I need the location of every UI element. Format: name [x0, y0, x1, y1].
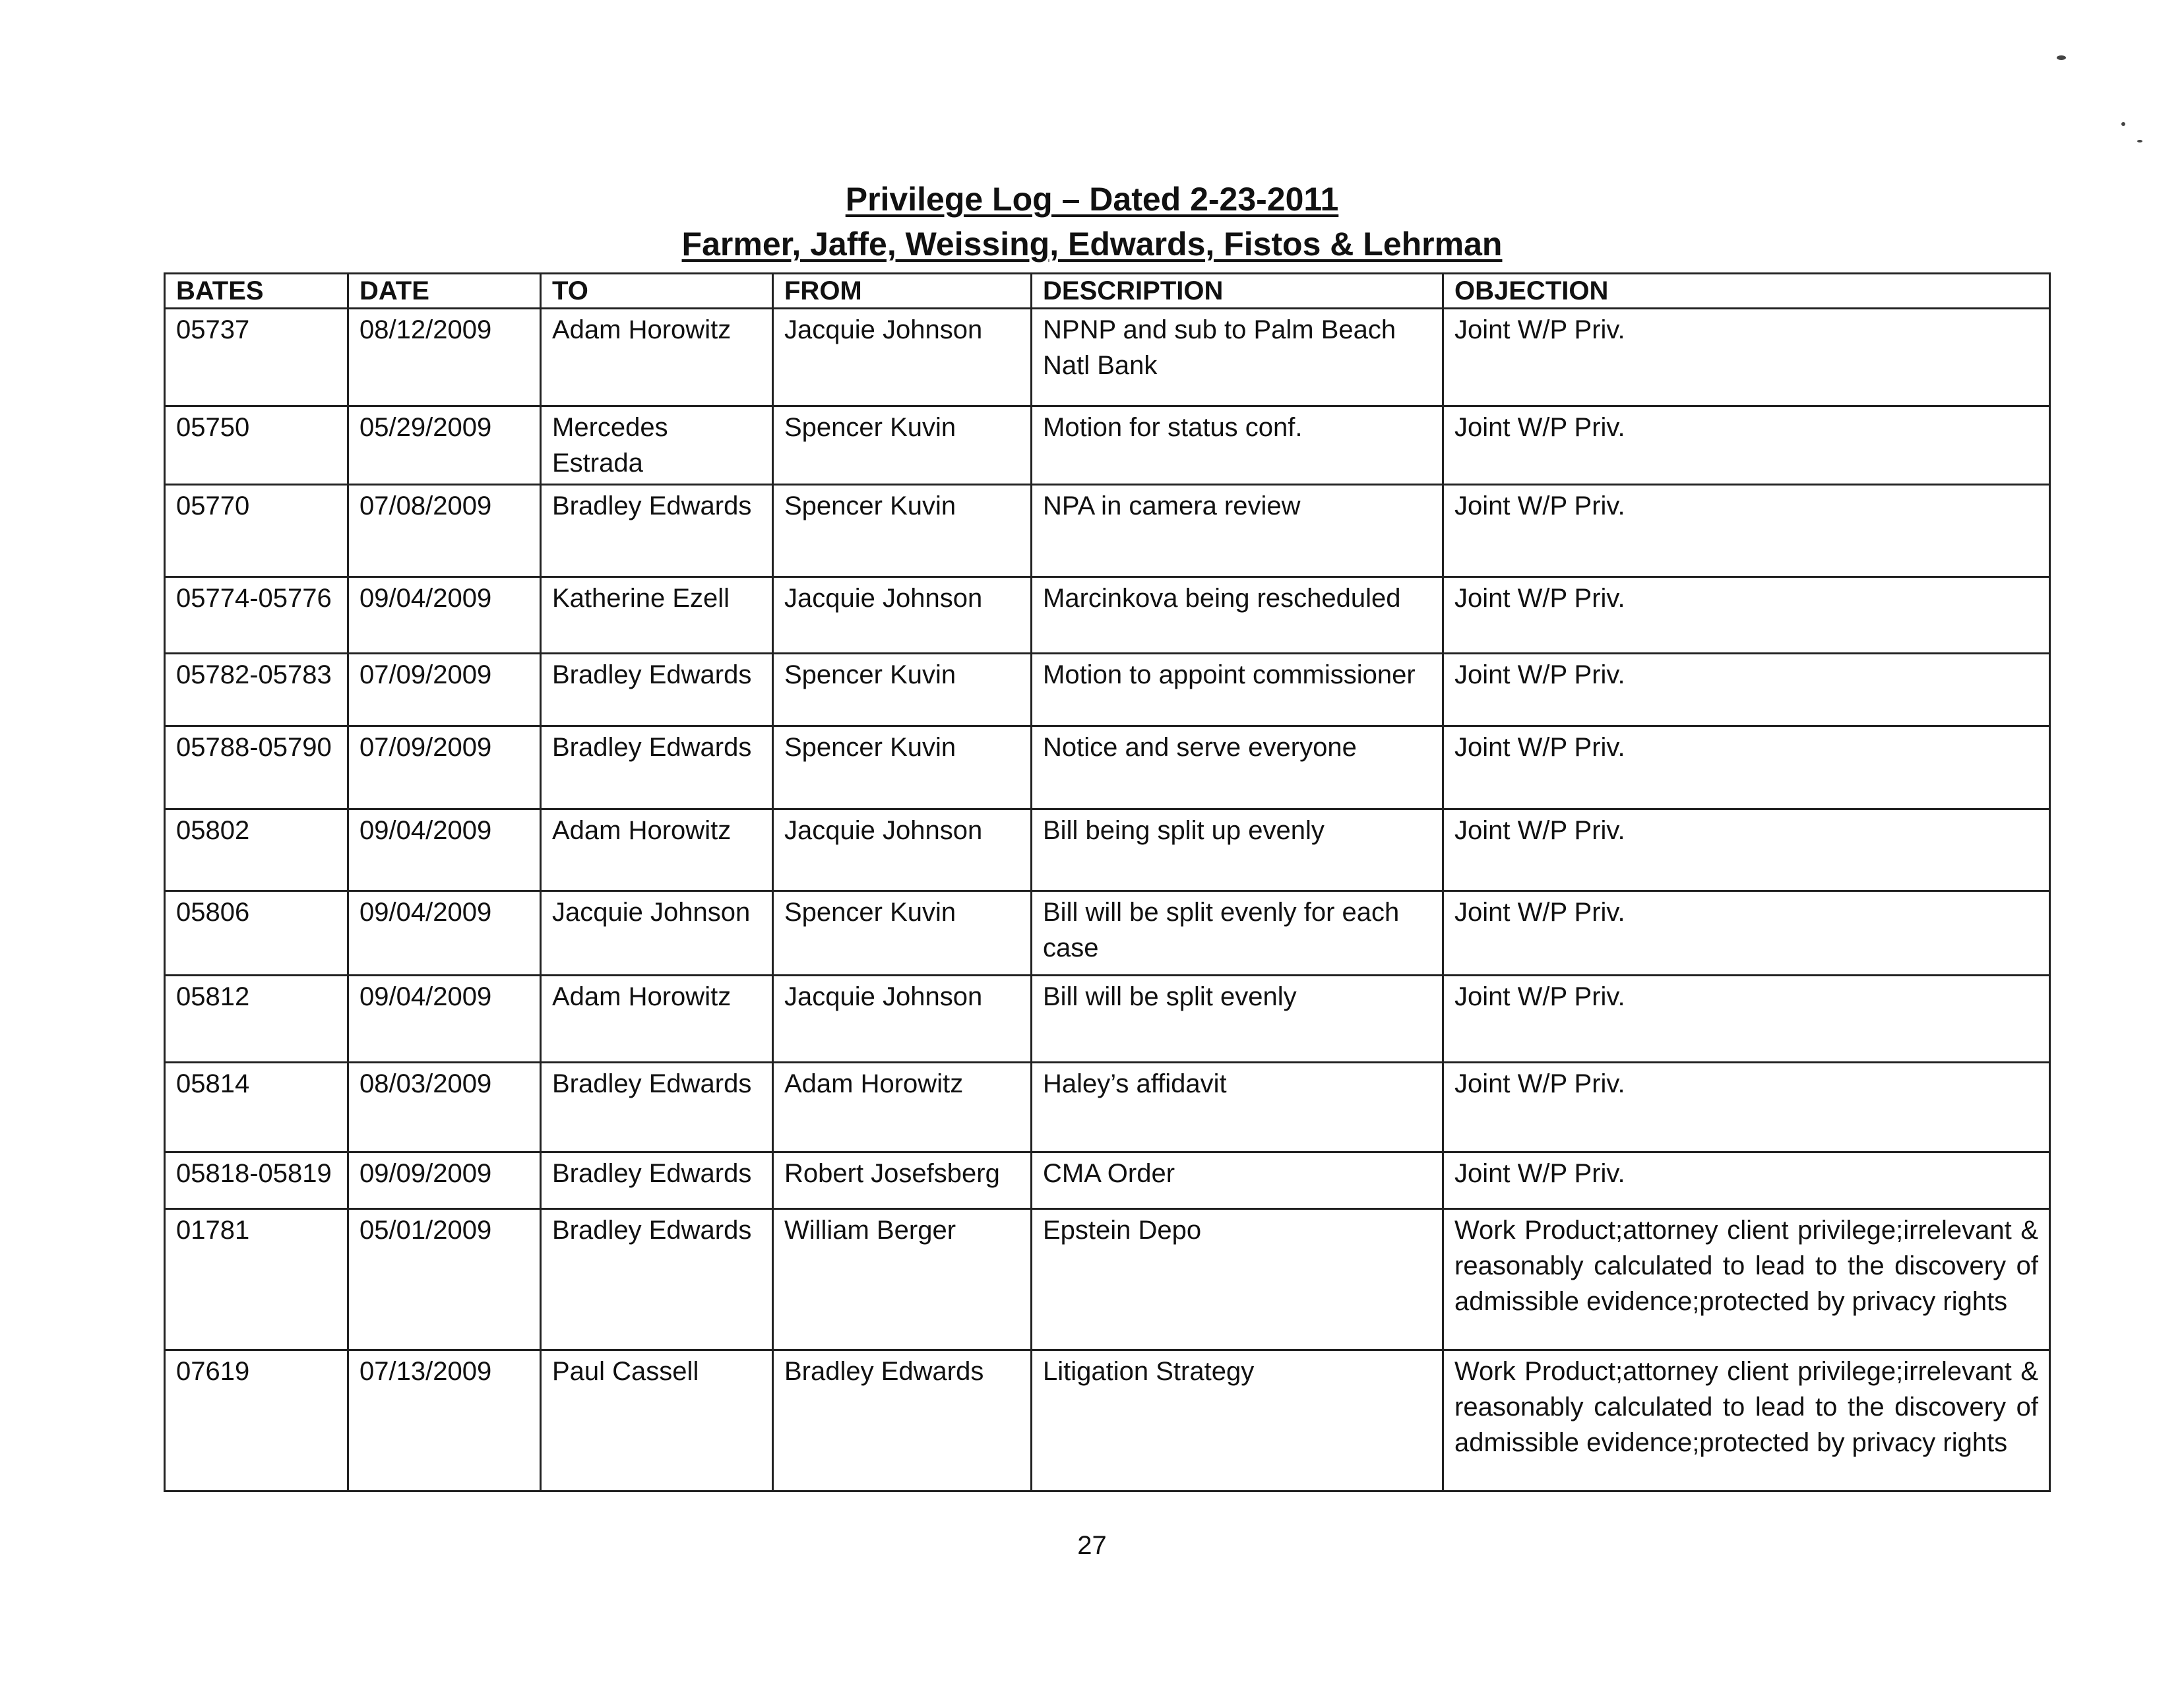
cell-to: Bradley Edwards	[541, 1152, 773, 1209]
cell-to: Bradley Edwards	[541, 1209, 773, 1350]
cell-from: Jacquie Johnson	[773, 976, 1032, 1063]
cell-description: Bill will be split evenly	[1032, 976, 1443, 1063]
column-header-date: DATE	[348, 274, 541, 309]
page-subtitle: Farmer, Jaffe, Weissing, Edwards, Fistos & Lehrman	[681, 226, 1503, 263]
cell-description: NPA in camera review	[1032, 485, 1443, 577]
cell-to: Bradley Edwards	[541, 726, 773, 809]
column-header-to: TO	[541, 274, 773, 309]
cell-date: 08/12/2009	[348, 309, 541, 406]
cell-bates: 05802	[165, 809, 348, 891]
cell-from: Spencer Kuvin	[773, 485, 1032, 577]
table-row	[165, 976, 2050, 1063]
cell-date: 09/04/2009	[348, 577, 541, 654]
cell-objection: Joint W/P Priv.	[1443, 654, 2050, 726]
cell-bates: 05814	[165, 1063, 348, 1152]
table-row	[165, 1152, 2050, 1209]
cell-objection: Work Product;attorney client privilege;irrelevant & reasonably calculated to lead to the discovery of admissible evidence;protected by privacy rights	[1443, 1209, 2050, 1350]
cell-description: CMA Order	[1032, 1152, 1443, 1209]
cell-from: Spencer Kuvin	[773, 654, 1032, 726]
cell-bates: 05782-05783	[165, 654, 348, 726]
privilege-log-table	[164, 272, 2051, 1492]
cell-objection: Work Product;attorney client privilege;irrelevant & reasonably calculated to lead to the discovery of admissible evidence;protected by privacy rights	[1443, 1350, 2050, 1491]
cell-description: Epstein Depo	[1032, 1209, 1443, 1350]
cell-from: Adam Horowitz	[773, 1063, 1032, 1152]
cell-from: Bradley Edwards	[773, 1350, 1032, 1491]
column-header-bates: BATES	[165, 274, 348, 309]
cell-description: Notice and serve everyone	[1032, 726, 1443, 809]
page-title: Privilege Log – Dated 2-23-2011	[845, 181, 1339, 218]
cell-objection: Joint W/P Priv.	[1443, 726, 2050, 809]
cell-to: Mercedes Estrada	[541, 406, 773, 485]
cell-objection: Joint W/P Priv.	[1443, 577, 2050, 654]
cell-bates: 05788-05790	[165, 726, 348, 809]
cell-date: 05/29/2009	[348, 406, 541, 485]
cell-bates: 05737	[165, 309, 348, 406]
cell-bates: 05750	[165, 406, 348, 485]
cell-date: 09/04/2009	[348, 809, 541, 891]
cell-date: 09/04/2009	[348, 976, 541, 1063]
cell-description: Haley’s affidavit	[1032, 1063, 1443, 1152]
scan-speck	[2137, 140, 2142, 142]
cell-objection: Joint W/P Priv.	[1443, 485, 2050, 577]
table-row	[165, 1063, 2050, 1152]
cell-to: Adam Horowitz	[541, 309, 773, 406]
table-row	[165, 485, 2050, 577]
cell-bates: 05806	[165, 891, 348, 976]
table-row	[165, 726, 2050, 809]
cell-objection: Joint W/P Priv.	[1443, 809, 2050, 891]
cell-to: Paul Cassell	[541, 1350, 773, 1491]
cell-date: 07/13/2009	[348, 1350, 541, 1491]
cell-bates: 05818-05819	[165, 1152, 348, 1209]
cell-date: 08/03/2009	[348, 1063, 541, 1152]
cell-from: Jacquie Johnson	[773, 309, 1032, 406]
cell-to: Bradley Edwards	[541, 654, 773, 726]
cell-date: 07/08/2009	[348, 485, 541, 577]
cell-from: William Berger	[773, 1209, 1032, 1350]
cell-from: Spencer Kuvin	[773, 891, 1032, 976]
cell-description: Litigation Strategy	[1032, 1350, 1443, 1491]
table-row	[165, 577, 2050, 654]
cell-to: Katherine Ezell	[541, 577, 773, 654]
cell-objection: Joint W/P Priv.	[1443, 1063, 2050, 1152]
cell-description: Motion to appoint commissioner	[1032, 654, 1443, 726]
cell-to: Jacquie Johnson	[541, 891, 773, 976]
table-header-row	[165, 274, 2050, 309]
page-number: 27	[1077, 1531, 1107, 1560]
table-row	[165, 1209, 2050, 1350]
cell-objection: Joint W/P Priv.	[1443, 406, 2050, 485]
cell-objection: Joint W/P Priv.	[1443, 976, 2050, 1063]
cell-bates: 05774-05776	[165, 577, 348, 654]
cell-description: NPNP and sub to Palm Beach Natl Bank	[1032, 309, 1443, 406]
scan-speck	[2057, 55, 2066, 60]
column-header-objection: OBJECTION	[1443, 274, 2050, 309]
cell-from: Robert Josefsberg	[773, 1152, 1032, 1209]
cell-to: Adam Horowitz	[541, 976, 773, 1063]
cell-objection: Joint W/P Priv.	[1443, 891, 2050, 976]
cell-description: Motion for status conf.	[1032, 406, 1443, 485]
scan-speck	[2121, 122, 2125, 126]
cell-date: 05/01/2009	[348, 1209, 541, 1350]
cell-objection: Joint W/P Priv.	[1443, 1152, 2050, 1209]
cell-date: 09/09/2009	[348, 1152, 541, 1209]
cell-from: Jacquie Johnson	[773, 577, 1032, 654]
table-row	[165, 891, 2050, 976]
table-row	[165, 406, 2050, 485]
cell-from: Spencer Kuvin	[773, 406, 1032, 485]
column-header-description: DESCRIPTION	[1032, 274, 1443, 309]
cell-description: Marcinkova being rescheduled	[1032, 577, 1443, 654]
cell-to: Bradley Edwards	[541, 485, 773, 577]
cell-from: Jacquie Johnson	[773, 809, 1032, 891]
cell-date: 09/04/2009	[348, 891, 541, 976]
table-row	[165, 1350, 2050, 1491]
cell-bates: 07619	[165, 1350, 348, 1491]
cell-bates: 05812	[165, 976, 348, 1063]
table-row	[165, 654, 2050, 726]
cell-to: Adam Horowitz	[541, 809, 773, 891]
table-row	[165, 309, 2050, 406]
cell-to: Bradley Edwards	[541, 1063, 773, 1152]
cell-objection: Joint W/P Priv.	[1443, 309, 2050, 406]
table-row	[165, 809, 2050, 891]
cell-date: 07/09/2009	[348, 726, 541, 809]
cell-from: Spencer Kuvin	[773, 726, 1032, 809]
cell-date: 07/09/2009	[348, 654, 541, 726]
column-header-from: FROM	[773, 274, 1032, 309]
cell-bates: 05770	[165, 485, 348, 577]
cell-bates: 01781	[165, 1209, 348, 1350]
cell-description: Bill will be split evenly for each case	[1032, 891, 1443, 976]
cell-description: Bill being split up evenly	[1032, 809, 1443, 891]
